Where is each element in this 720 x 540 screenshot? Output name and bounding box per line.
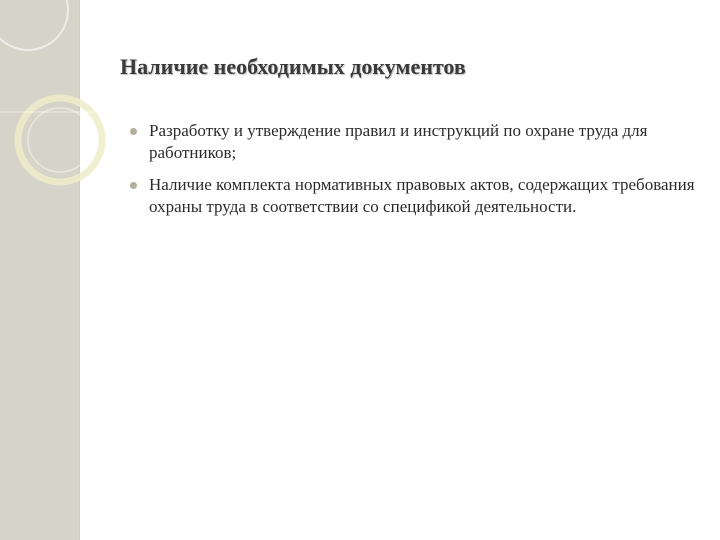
bullet-list — [130, 120, 705, 228]
bullet-dot-icon — [130, 128, 137, 135]
bullet-text: Разработку и утверждение правил и инструкций по охране труда для работников; — [149, 121, 648, 162]
bullet-item — [130, 120, 705, 164]
side-panel — [0, 0, 79, 540]
bullet-dot-icon — [130, 182, 137, 189]
panel-divider — [79, 0, 80, 540]
bullet-text: Наличие комплекта нормативных правовых актов, содержащих требования охраны труда в соответствии со спецификой деятельности. — [149, 175, 695, 216]
slide-title: Наличие необходимых документов — [120, 54, 466, 79]
bullet-item — [130, 174, 705, 218]
